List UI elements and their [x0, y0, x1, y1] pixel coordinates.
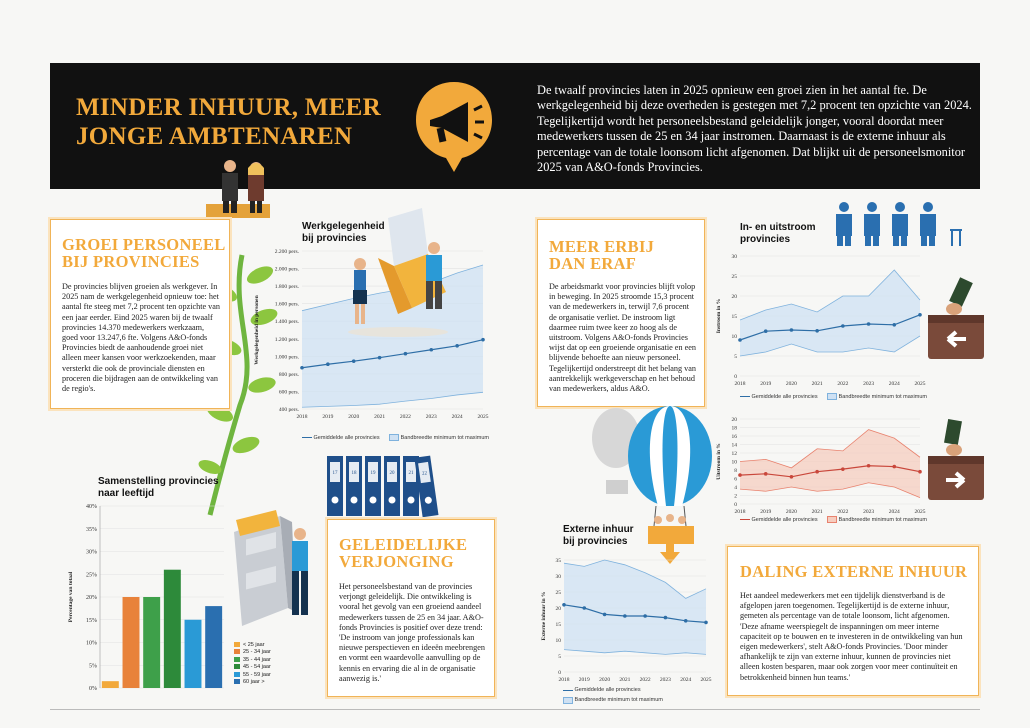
- y-tick-label: 10: [555, 638, 561, 644]
- data-point: [892, 465, 896, 469]
- y-tick-label: 6: [734, 476, 737, 483]
- x-tick-label: 2023: [659, 677, 671, 683]
- data-point: [300, 366, 304, 370]
- legend-item: [234, 664, 271, 671]
- verjonging-panel: [327, 519, 495, 697]
- y-tick-label: 20: [731, 294, 737, 300]
- legend-series-name: Gemiddelde alle provincies: [751, 516, 818, 523]
- legend-band-name: Bandbreedte minimum tot maximum: [574, 696, 663, 703]
- bar-60-jaar-: [205, 606, 222, 688]
- data-point: [790, 475, 794, 479]
- data-point: [918, 313, 922, 317]
- x-tick-label: 2021: [374, 414, 386, 420]
- y-tick-label: 1.000 pers.: [274, 354, 299, 361]
- data-point: [790, 328, 794, 332]
- verjonging-heading: [339, 536, 467, 570]
- page-title: [76, 93, 416, 151]
- binder-ring: [408, 497, 415, 504]
- y-axis-label: Uitstroom in %: [716, 443, 722, 480]
- data-point: [841, 467, 845, 471]
- chart-title-werkgelegenheid-line-1: Werkgelegenheid: [302, 221, 385, 232]
- legend-label: 55 - 59 jaar: [243, 671, 271, 678]
- erbij-text: De arbeidsmarkt voor provincies blijft volop in beweging. In 2025 stroomde 15,3 procent van de medewerkers in, terwijl 7,6 procent de organisatie verliet. De instroom ligt daarmee ruim twee keer zo hoog als de uitstroom. Volgens A&O-fonds Provincies wijst dat op een groeiende organisatie en een blijvende behoefte aan nieuw personeel. Tegelijkertijd onderstreept dit het belang van aantrekkelijk werkgeverschap en het behoud van medewerkers, aldus A&O.: [549, 282, 696, 394]
- data-point: [429, 348, 433, 352]
- legend-swatch: [234, 672, 240, 677]
- x-tick-label: 2022: [399, 414, 411, 420]
- legend-leeftijd: [234, 642, 271, 686]
- groei-heading: [62, 236, 226, 270]
- chart-title-instroom: [740, 222, 816, 246]
- legend-band-swatch: [389, 434, 399, 441]
- y-tick-label: 0: [734, 502, 737, 508]
- data-point: [764, 472, 768, 476]
- legend-inhuur: [563, 686, 663, 706]
- legend-band-swatch: [827, 516, 837, 523]
- binder: [346, 456, 362, 516]
- chart-instroom: [708, 248, 924, 390]
- x-tick-label: 2018: [734, 381, 746, 387]
- y-tick-label: 5: [558, 654, 561, 660]
- binders-illustration: [325, 452, 443, 518]
- team-icons-illustration: [832, 200, 966, 248]
- data-point: [562, 603, 566, 607]
- y-axis-label: Werkgelegenheid in personen: [254, 295, 260, 365]
- data-point: [378, 356, 382, 360]
- y-tick-label: 25: [555, 590, 561, 596]
- y-tick-label: 10: [731, 334, 737, 340]
- erbij-panel: [537, 219, 705, 407]
- legend-series-name: Gemiddelde alle provincies: [574, 687, 641, 693]
- y-tick-label: 800 pers.: [278, 371, 299, 378]
- data-point: [623, 614, 627, 618]
- y-axis-label: Instroom in %: [716, 298, 722, 334]
- data-point: [704, 621, 708, 625]
- y-tick-label: 1.400 pers.: [274, 319, 299, 326]
- legend-band-swatch: [827, 393, 837, 400]
- y-tick-label: 16: [731, 434, 737, 440]
- legend-label: 45 - 54 jaar: [243, 664, 271, 671]
- y-tick-label: 20%: [86, 595, 97, 601]
- y-tick-label: 2: [734, 493, 737, 500]
- chart-title-werkgelegenheid-line-2: bij provincies: [302, 233, 367, 244]
- briefcase-in-icon: [926, 275, 990, 367]
- y-tick-label: 20: [555, 606, 561, 612]
- x-tick-label: 2024: [451, 414, 463, 420]
- y-tick-label: 20: [731, 417, 737, 423]
- legend-uitstroom: [740, 516, 927, 523]
- y-tick-label: 1.800 pers.: [274, 284, 299, 291]
- chart-title-inhuur-line-2: bij provincies: [563, 536, 628, 547]
- x-tick-label: 2025: [477, 414, 489, 420]
- legend-item: [234, 642, 271, 649]
- data-point: [352, 359, 356, 363]
- data-point: [764, 329, 768, 333]
- x-tick-label: 2025: [914, 381, 926, 387]
- binder-number: 18: [351, 471, 357, 476]
- erbij-heading-line-2: DAN ERAF: [549, 254, 637, 273]
- chart-title-instroom-line-1: In- en uitstroom: [740, 222, 816, 233]
- binder-ring: [389, 497, 396, 504]
- x-tick-label: 2024: [888, 509, 900, 515]
- x-tick-label: 2020: [348, 414, 360, 420]
- binder: [384, 456, 400, 516]
- y-tick-label: 30: [731, 254, 737, 260]
- x-tick-label: 2024: [680, 677, 692, 683]
- daling-text: Het aandeel medewerkers met een tijdelijk dienstverband is de afgelopen jaren toegenomen. Tegelijkertijd is de externe inhuur, gemeten als percentage van de totale loonsom, licht afgenomen. 'Deze afname weerspiegelt de inspanningen om meer interne capaciteit op te bouwen en te investeren in de ontwikkeling van hun eigen medewerkers', stelt A&O-fonds Provincies. 'Door minder afhankelijk te zijn van externe inhuur, kunnen de provincies niet alleen kosten besparen, maar ook zorgen voor meer continuïteit en betrokkenheid binnen hun teams.': [740, 591, 963, 682]
- y-tick-label: 35%: [86, 526, 97, 533]
- y-tick-label: 0%: [89, 686, 97, 692]
- chart-title-leeftijd-line-2: naar leeftijd: [98, 488, 155, 499]
- x-tick-label: 2019: [322, 414, 334, 420]
- x-tick-label: 2018: [296, 414, 308, 420]
- data-point: [582, 606, 586, 610]
- y-tick-label: 12: [731, 451, 737, 457]
- binder-number: 17: [332, 471, 338, 476]
- binder-ring: [332, 497, 339, 504]
- x-tick-label: 2021: [619, 677, 631, 683]
- x-tick-label: 2023: [863, 381, 875, 387]
- x-tick-label: 2019: [760, 381, 772, 387]
- x-tick-label: 2020: [785, 381, 797, 387]
- x-tick-label: 2020: [785, 509, 797, 515]
- x-tick-label: 2020: [599, 677, 611, 683]
- data-point: [643, 614, 647, 618]
- x-tick-label: 2025: [914, 509, 926, 515]
- filing-cabinet-illustration: [228, 512, 320, 634]
- legend-series-name: Gemiddelde alle provincies: [313, 434, 380, 441]
- chart-title-leeftijd: [98, 476, 219, 500]
- bar-25-34-jaar: [123, 597, 140, 688]
- x-tick-label: 2019: [578, 677, 590, 683]
- bar-45-54-jaar: [164, 570, 181, 688]
- verjonging-heading-line-1: GELEIDELIJKE: [339, 535, 468, 554]
- legend-label: < 25 jaar: [243, 642, 265, 648]
- y-tick-label: 30: [555, 574, 561, 580]
- chart-title-inhuur-line-1: Externe inhuur: [563, 524, 634, 535]
- y-tick-label: 10: [731, 459, 737, 466]
- chart-title-leeftijd-line-1: Samenstelling provincies: [98, 476, 219, 487]
- y-tick-label: 0: [558, 670, 561, 676]
- y-tick-label: 2.200 pers.: [274, 249, 299, 255]
- legend-line-swatch: [740, 519, 750, 520]
- binder-number: 19: [370, 471, 376, 476]
- y-tick-label: 400 pers.: [278, 407, 299, 413]
- legend-label: 25 - 34 jaar: [243, 649, 271, 656]
- data-point: [455, 344, 459, 348]
- verjonging-heading-line-2: VERJONGING: [339, 552, 454, 571]
- chart-leeftijd: [60, 498, 230, 698]
- binders-graphic: [325, 452, 443, 518]
- y-tick-label: 4: [734, 485, 737, 491]
- groei-heading-line-2: BIJ PROVINCIES: [62, 252, 200, 271]
- binder: [365, 456, 381, 516]
- y-tick-label: 35: [555, 558, 561, 564]
- y-tick-label: 5: [734, 354, 737, 360]
- data-point: [918, 470, 922, 474]
- legend-band-name: Bandbreedte minimum tot maximum: [400, 434, 489, 441]
- x-tick-label: 2022: [837, 381, 849, 387]
- folder-team-illustration: [338, 208, 458, 338]
- legend-label: 35 - 44 jaar: [243, 656, 271, 663]
- bar--25-jaar: [102, 681, 119, 688]
- legend-werkgelegenheid: [302, 434, 489, 441]
- data-point: [867, 464, 871, 468]
- data-point: [664, 616, 668, 620]
- chart-uitstroom: [708, 412, 924, 514]
- y-tick-label: 18: [731, 425, 737, 432]
- y-tick-label: 15%: [86, 617, 97, 624]
- x-tick-label: 2021: [811, 509, 823, 515]
- data-point: [738, 473, 742, 477]
- y-tick-label: 5%: [89, 663, 97, 670]
- legend-swatch: [234, 679, 240, 684]
- intro-text: De twaalf provincies laten in 2025 opnieuw een groei zien in het aantal fte. De werkgelegenheid bij deze overheden is gestegen met 7,2 procent ten opzichte van 2024. Tegelijkertijd wordt het personeelsbestand geleidelijk jonger, vooral doordat meer medewerkers tussen de 25 en 34 jaar instromen. Daarnaast is de externe inhuur als percentage van de totale loonsom licht afgenomen. Dat blijkt uit de personeelsmonitor 2025 van A&O-fonds Provincies.: [537, 83, 972, 175]
- groei-panel: [50, 219, 230, 409]
- data-point: [815, 470, 819, 474]
- y-tick-label: 0: [734, 374, 737, 380]
- daling-panel: [727, 546, 979, 696]
- x-tick-label: 2025: [700, 677, 712, 683]
- data-point: [815, 329, 819, 333]
- y-tick-label: 2.000 pers.: [274, 266, 299, 273]
- legend-series-name: Gemiddelde alle provincies: [751, 393, 818, 400]
- business-people-illustration: [202, 158, 280, 218]
- x-tick-label: 2022: [837, 509, 849, 515]
- chart-inhuur: [538, 548, 714, 690]
- binder-number: 20: [389, 471, 395, 476]
- y-tick-label: 600 pers.: [278, 389, 299, 396]
- y-tick-label: 8: [734, 468, 737, 474]
- x-tick-label: 2023: [425, 414, 437, 420]
- bottom-divider: [50, 709, 980, 710]
- data-point: [481, 338, 485, 342]
- band-area: [740, 430, 920, 498]
- y-tick-label: 15: [731, 314, 737, 320]
- data-point: [892, 323, 896, 327]
- x-tick-label: 2023: [863, 509, 875, 515]
- legend-item: [234, 657, 271, 664]
- title-line-2: JONGE AMBTENAREN: [76, 123, 353, 150]
- y-tick-label: 40%: [86, 504, 97, 510]
- legend-swatch: [234, 657, 240, 662]
- binder: [327, 456, 343, 516]
- legend-item: [234, 679, 271, 686]
- data-point: [684, 619, 688, 623]
- x-tick-label: 2018: [558, 677, 570, 683]
- bar-35-44-jaar: [143, 597, 160, 688]
- x-tick-label: 2019: [760, 509, 772, 515]
- data-point: [867, 322, 871, 326]
- legend-swatch: [234, 664, 240, 669]
- binder-number: 22: [421, 471, 428, 477]
- chart-title-inhuur: [563, 524, 634, 548]
- y-tick-label: 10%: [86, 640, 97, 647]
- erbij-heading: [549, 238, 654, 272]
- legend-label: 60 jaar >: [243, 679, 265, 686]
- y-tick-label: 1.200 pers.: [274, 336, 299, 343]
- data-point: [404, 352, 408, 356]
- legend-line-swatch: [563, 690, 573, 691]
- legend-band-name: Bandbreedte minimum tot maximum: [838, 393, 927, 400]
- y-tick-label: 25: [731, 274, 737, 280]
- legend-instroom: [740, 393, 927, 400]
- data-point: [738, 338, 742, 342]
- y-tick-label: 14: [731, 442, 737, 449]
- band-area: [740, 270, 920, 356]
- daling-heading: DALING EXTERNE INHUUR: [740, 562, 968, 581]
- x-tick-label: 2021: [811, 381, 823, 387]
- legend-band-swatch: [563, 697, 573, 704]
- y-tick-label: 15: [555, 622, 561, 628]
- verjonging-text: Het personeelsbestand van de provincies verjongt geleidelijk. Die ontwikkeling is vooral het gevolg van een groeiend aandeel medewerkers tussen de 25 en 34 jaar. A&O-fonds Provincies is positief over deze trend: 'De instroom van jonge professionals kan nieuwe perspectieven en ideeën meebrengen en vormt een waardevolle aanvulling op de kennis en ervaring die al in de organisatie aanwezig is.': [339, 582, 485, 683]
- y-axis-label: Percentage van totaal: [68, 571, 74, 623]
- data-point: [603, 613, 607, 617]
- legend-band-name: Bandbreedte minimum tot maximum: [838, 516, 927, 523]
- x-tick-label: 2024: [888, 381, 900, 387]
- legend-swatch: [234, 649, 240, 654]
- erbij-heading-line-1: MEER ERBIJ: [549, 237, 655, 256]
- binder-number: 21: [408, 471, 414, 476]
- y-tick-label: 25%: [86, 572, 97, 579]
- legend-item: [234, 649, 271, 656]
- briefcase-out-icon: [926, 420, 990, 512]
- x-tick-label: 2018: [734, 509, 746, 515]
- data-point: [841, 324, 845, 328]
- x-tick-label: 2022: [639, 677, 651, 683]
- groei-text: De provincies blijven groeien als werkgever. In 2025 nam de werkgelegenheid opnieuw toe: het aantal fte steeg met 7,2 procent ten opzichte van een jaar eerder. Eind 2025 waren bij de twaalf provincies 14.370 medewerkers werkzaam, goed voor 13.247,6 fte. Volgens A&O-fonds Provincies biedt de aanhoudende groei niet alleen meer kansen voor werkzoekenden, maar versterkt die ook de provinciale diensten en proceren die bijdragen aan de ontwikkeling van de regio's.: [62, 282, 220, 394]
- title-line-1: MINDER INHUUR, MEER: [76, 94, 382, 121]
- groei-heading-line-1: GROEI PERSONEEL: [62, 235, 226, 254]
- megaphone-icon: [412, 78, 496, 174]
- legend-swatch: [234, 642, 240, 647]
- binder-ring: [370, 497, 377, 504]
- legend-item: [234, 672, 271, 679]
- data-point: [326, 362, 330, 366]
- y-axis-label: Externe inhuur in %: [541, 591, 547, 641]
- binder-ring: [351, 497, 358, 504]
- chart-title-instroom-line-2: provincies: [740, 234, 791, 245]
- bar-55-59-jaar: [185, 620, 202, 688]
- y-tick-label: 1.600 pers.: [274, 301, 299, 308]
- legend-line-swatch: [740, 396, 750, 397]
- legend-line-swatch: [302, 437, 312, 438]
- y-tick-label: 30%: [86, 549, 97, 556]
